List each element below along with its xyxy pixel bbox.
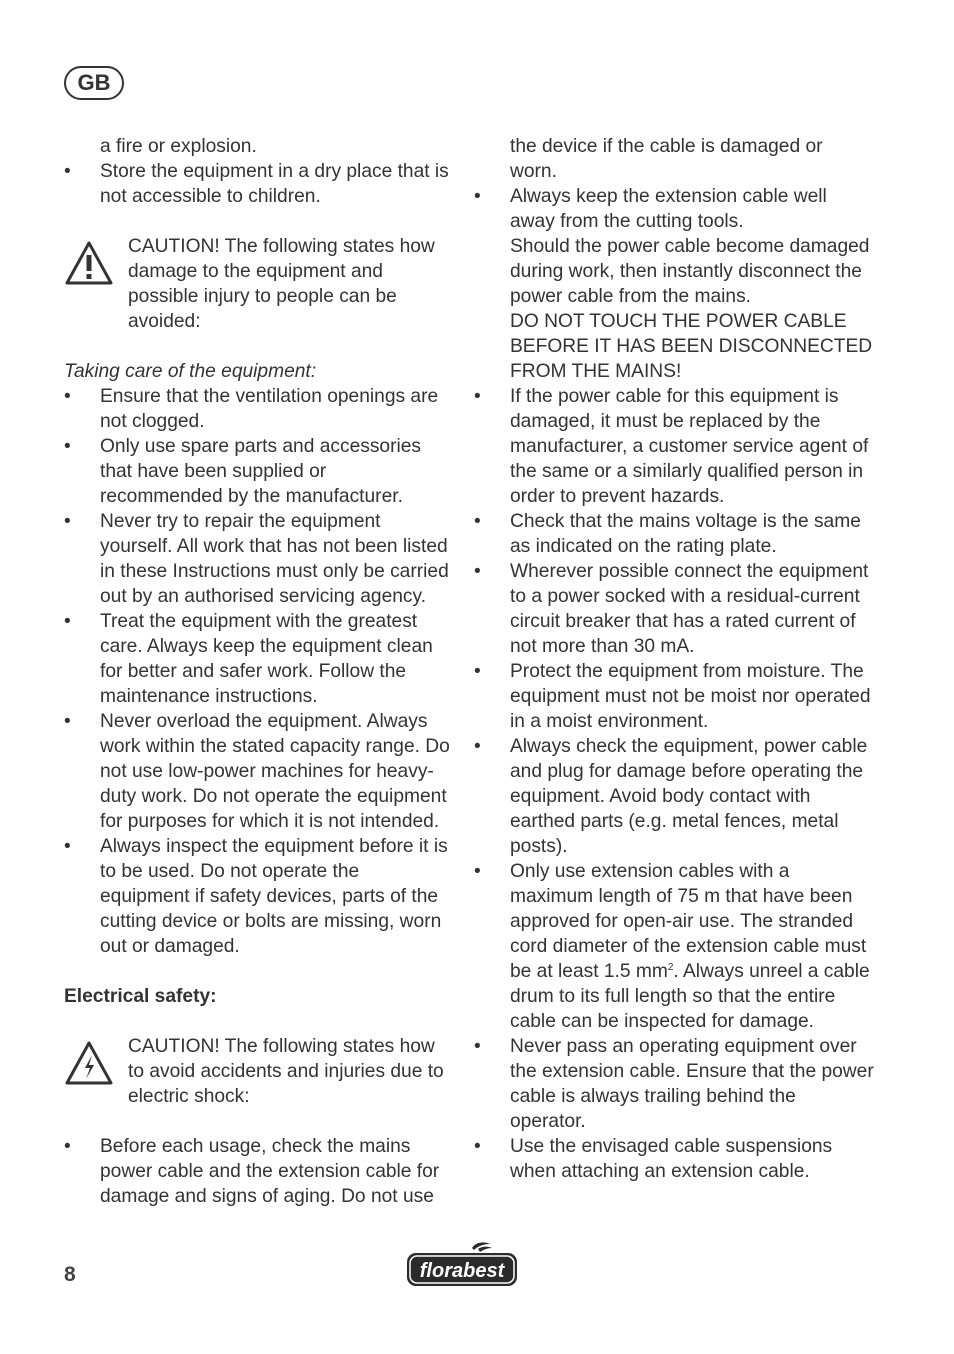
- list-item: • Before each usage, check the mains power cable and the extension cable for damage and signs of aging. Do not use: [64, 1136, 440, 1207]
- caution-text: CAUTION! The following states how damage to the equipment and possible injury to people can be avoided:: [128, 236, 435, 332]
- list-item: • Always inspect the equipment before it is to be used. Do not operate the equipment if safety devices, parts of the cutting device or bolts are missing, worn out or damaged.: [64, 836, 448, 957]
- list-item: • Never pass an operating equipment over the extension cable. Ensure that the power cable is always trailing behind the operator.: [474, 1036, 874, 1132]
- electric-shock-icon: [64, 1040, 114, 1086]
- list-item: • Only use spare parts and accessories that have been supplied or recommended by the manufacturer.: [64, 436, 422, 507]
- section-heading: Electrical safety:: [64, 986, 217, 1007]
- list-item: • Treat the equipment with the greatest care. Always keep the equipment clean for better and safer work. Follow the maintenance instructions.: [64, 611, 433, 707]
- care-list: [64, 384, 454, 959]
- list-item: • Only use extension cables with a maximum length of 75 m that have been approved for open-air use. The stranded cord diameter of the extension cable must be at least 1.5 $mm^2$. Always unreel a cable drum to its full length so that the entire cable can be inspected for damage.: [474, 861, 870, 1032]
- damage-note: Should the power cable become damaged during work, then instantly disconnect the power cable from the mains.: [510, 236, 870, 307]
- list-item: • Store the equipment in a dry place that is not accessible to children.: [64, 161, 449, 207]
- caution-text: CAUTION! The following states how to avoid accidents and injuries due to electric shock:: [128, 1036, 444, 1107]
- brand-logo: [404, 1240, 520, 1290]
- list-item: • Protect the equipment from moisture. The equipment must not be moist nor operated in a moist environment.: [474, 661, 871, 732]
- section-subheading: Taking care of the equipment:: [64, 361, 317, 382]
- warning-triangle-icon: [64, 240, 114, 286]
- list-item: • Use the envisaged cable suspensions when attaching an extension cable.: [474, 1136, 833, 1182]
- warning-text: DO NOT TOUCH THE POWER CABLE BEFORE IT HAS BEEN DISCONNECTED FROM THE MAINS!: [510, 311, 873, 382]
- caution-notice: [64, 234, 454, 334]
- list-item: • Check that the mains voltage is the same as indicated on the rating plate.: [474, 511, 861, 557]
- continued-text: a fire or explosion.: [100, 136, 257, 157]
- list-item: • Never try to repair the equipment yourself. All work that has not been listed in these Instructions must only be carried out by an authorised servicing agency.: [64, 511, 449, 607]
- language-badge: GB: [64, 66, 124, 100]
- continued-text: the device if the cable is damaged or worn.: [510, 136, 823, 182]
- svg-text:florabest: florabest: [419, 1260, 505, 1282]
- list-item: • Never overload the equipment. Always work within the stated capacity range. Do not use low-power machines for heavy-duty work. Do not operate the equipment for purposes for which it is not intended.: [64, 711, 450, 832]
- superscript: 2: [667, 962, 674, 973]
- list-item: • Wherever possible connect the equipment to a power socked with a residual-current circuit breaker that has a rated current of not more than 30 mA.: [474, 561, 869, 657]
- list-item: • Ensure that the ventilation openings are not clogged.: [64, 386, 439, 432]
- list-item: • Always keep the extension cable well away from the cutting tools. Should the power cable become damaged during work, then instantly disconnect the power cable from the mains. DO NOT TOUCH THE POWER CABLE BEFORE IT HAS BEEN DISCONNECTED FROM THE MAINS!: [474, 186, 873, 382]
- list-item-text: Store the equipment in a dry place that is not accessible to children.: [100, 161, 449, 207]
- list-item: • Always check the equipment, power cable and plug for damage before operating the equipment. Avoid body contact with earthed parts (e.g. metal fences, metal posts).: [474, 736, 868, 857]
- electric-caution-notice: [64, 1034, 454, 1109]
- page-number: 8: [64, 1263, 76, 1286]
- list-item: • If the power cable for this equipment is damaged, it must be replaced by the manufacturer, a customer service agent of the same or a similarly qualified person in order to prevent hazards.: [474, 386, 869, 507]
- right-column: [474, 134, 874, 1184]
- left-column: [64, 134, 454, 1209]
